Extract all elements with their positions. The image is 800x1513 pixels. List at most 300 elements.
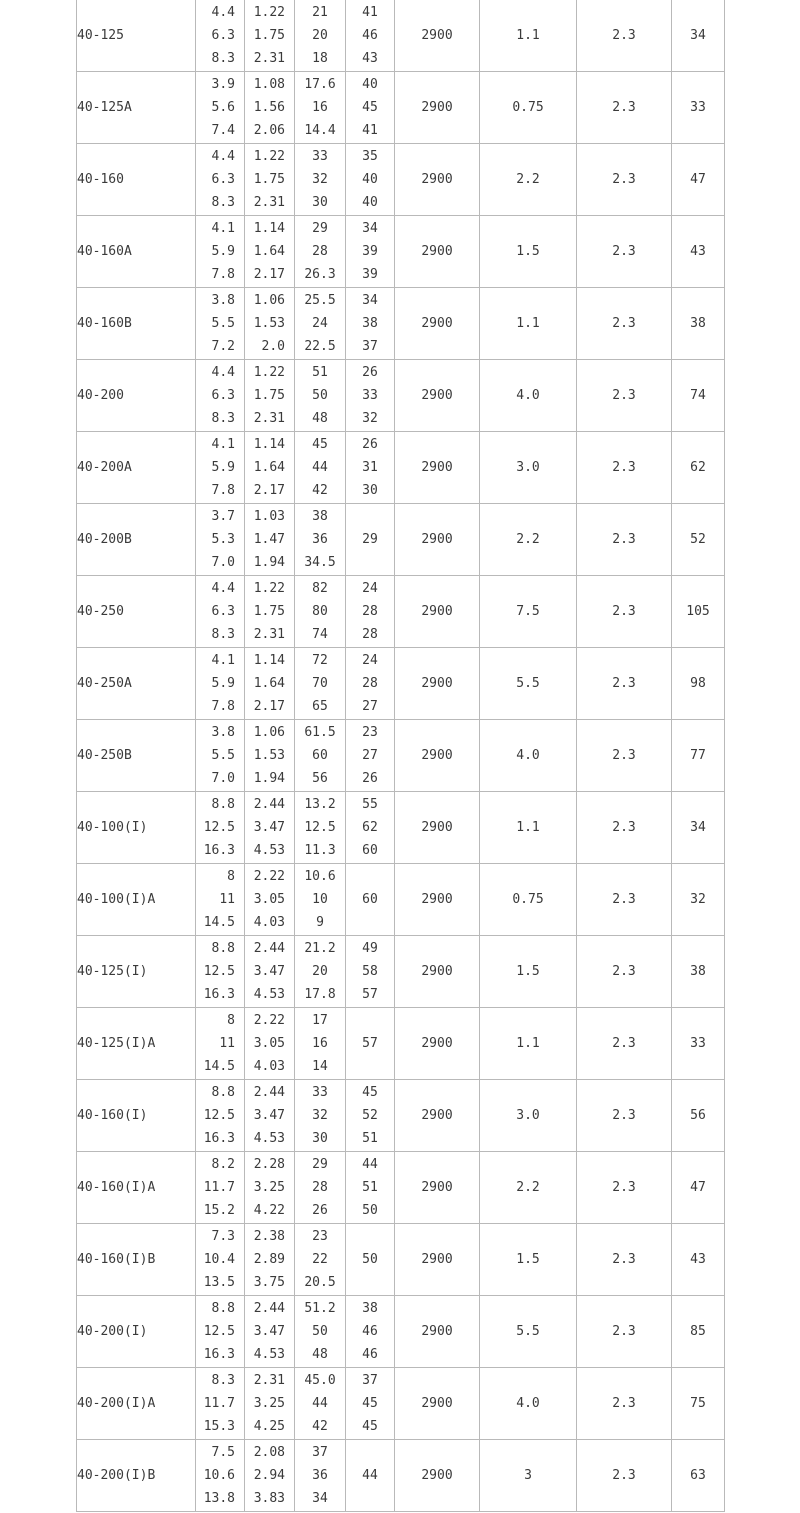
speed-cell: 2900 — [395, 432, 480, 504]
table-row — [77, 288, 725, 360]
flow-m3h-cell — [196, 792, 245, 864]
weight-cell: 34 — [672, 792, 725, 864]
efficiency-cell — [346, 864, 395, 936]
efficiency-value: 45 — [362, 99, 378, 115]
power-cell: 1.1 — [480, 792, 577, 864]
model-cell: 40-160 — [77, 144, 196, 216]
weight-cell: 62 — [672, 432, 725, 504]
flow-ls-value: 1.14 — [253, 652, 285, 668]
efficiency-value: 40 — [362, 171, 378, 187]
efficiency-value: 57 — [362, 1035, 378, 1051]
flow-m3h-value: 8.3 — [211, 51, 235, 67]
head-value: 24 — [312, 315, 328, 331]
head-cell — [295, 1152, 346, 1224]
speed-cell: 2900 — [395, 1152, 480, 1224]
flow-m3h-cell — [196, 72, 245, 144]
efficiency-value: 40 — [362, 76, 378, 92]
flow-ls-value: 2.94 — [253, 1467, 285, 1483]
flow-ls-value: 3.25 — [253, 1395, 285, 1411]
flow-m3h-value: 6.3 — [211, 171, 235, 187]
efficiency-value: 28 — [362, 675, 378, 691]
head-cell — [295, 576, 346, 648]
weight-cell: 33 — [672, 72, 725, 144]
efficiency-cell — [346, 1152, 395, 1224]
head-cell — [295, 792, 346, 864]
flow-ls-value: 4.53 — [253, 1131, 285, 1147]
flow-m3h-value: 8.8 — [211, 1084, 235, 1100]
head-cell — [295, 72, 346, 144]
efficiency-value: 32 — [362, 411, 378, 427]
head-cell — [295, 648, 346, 720]
head-value: 74 — [312, 627, 328, 643]
weight-cell: 74 — [672, 360, 725, 432]
npsh-cell: 2.3 — [577, 0, 672, 72]
speed-cell: 2900 — [395, 864, 480, 936]
flow-m3h-value: 8 — [227, 1012, 235, 1028]
flow-m3h-cell — [196, 144, 245, 216]
efficiency-cell — [346, 288, 395, 360]
flow-ls-cell — [245, 1368, 295, 1440]
efficiency-value: 24 — [362, 652, 378, 668]
model-cell: 40-250A — [77, 648, 196, 720]
efficiency-value: 60 — [362, 843, 378, 859]
power-cell: 2.2 — [480, 504, 577, 576]
head-value: 42 — [312, 1419, 328, 1435]
flow-ls-cell — [245, 792, 295, 864]
head-cell — [295, 504, 346, 576]
flow-m3h-value: 8 — [227, 868, 235, 884]
head-value: 29 — [312, 220, 328, 236]
power-cell: 1.1 — [480, 1008, 577, 1080]
efficiency-value: 50 — [362, 1251, 378, 1267]
power-cell: 1.5 — [480, 1224, 577, 1296]
efficiency-value: 30 — [362, 483, 378, 499]
head-value: 70 — [312, 675, 328, 691]
flow-ls-value: 2.08 — [253, 1444, 285, 1460]
flow-m3h-value: 11 — [219, 891, 235, 907]
flow-m3h-cell — [196, 432, 245, 504]
head-value: 45.0 — [304, 1372, 336, 1388]
head-cell — [295, 1368, 346, 1440]
flow-m3h-value: 5.9 — [211, 675, 235, 691]
head-cell — [295, 1440, 346, 1512]
weight-cell: 33 — [672, 1008, 725, 1080]
model-cell: 40-160(I)B — [77, 1224, 196, 1296]
npsh-cell: 2.3 — [577, 720, 672, 792]
head-cell — [295, 288, 346, 360]
flow-m3h-value: 11 — [219, 1035, 235, 1051]
weight-cell: 77 — [672, 720, 725, 792]
flow-m3h-value: 8.3 — [211, 627, 235, 643]
head-cell — [295, 216, 346, 288]
flow-m3h-value: 16.3 — [203, 843, 235, 859]
head-value: 22 — [312, 1251, 328, 1267]
flow-ls-value: 2.22 — [253, 1012, 285, 1028]
efficiency-value: 45 — [362, 1419, 378, 1435]
model-cell: 40-200B — [77, 504, 196, 576]
flow-ls-value: 2.17 — [253, 699, 285, 715]
head-value: 50 — [312, 387, 328, 403]
head-value: 50 — [312, 1323, 328, 1339]
flow-m3h-value: 7.8 — [211, 699, 235, 715]
flow-m3h-value: 7.3 — [211, 1228, 235, 1244]
flow-ls-value: 1.53 — [253, 315, 285, 331]
efficiency-value: 33 — [362, 387, 378, 403]
flow-m3h-cell — [196, 576, 245, 648]
flow-m3h-cell — [196, 864, 245, 936]
flow-ls-cell — [245, 720, 295, 792]
flow-ls-value: 4.25 — [253, 1419, 285, 1435]
efficiency-value: 37 — [362, 1372, 378, 1388]
flow-ls-cell — [245, 288, 295, 360]
head-value: 18 — [312, 51, 328, 67]
npsh-cell: 2.3 — [577, 72, 672, 144]
power-cell: 7.5 — [480, 576, 577, 648]
head-cell — [295, 0, 346, 72]
head-value: 61.5 — [304, 724, 336, 740]
flow-m3h-value: 8.8 — [211, 796, 235, 812]
efficiency-value: 46 — [362, 27, 378, 43]
model-cell: 40-160A — [77, 216, 196, 288]
flow-m3h-value: 12.5 — [203, 1323, 235, 1339]
power-cell: 4.0 — [480, 360, 577, 432]
efficiency-value: 26 — [362, 364, 378, 380]
power-cell: 2.2 — [480, 1152, 577, 1224]
flow-m3h-cell — [196, 1368, 245, 1440]
efficiency-value: 31 — [362, 459, 378, 475]
head-value: 33 — [312, 1084, 328, 1100]
flow-ls-value: 2.31 — [253, 195, 285, 211]
flow-m3h-value: 10.4 — [203, 1251, 235, 1267]
flow-ls-value: 4.53 — [253, 1347, 285, 1363]
efficiency-cell — [346, 1440, 395, 1512]
efficiency-value: 55 — [362, 796, 378, 812]
table-row — [77, 72, 725, 144]
flow-ls-value: 2.31 — [253, 411, 285, 427]
flow-ls-cell — [245, 864, 295, 936]
flow-m3h-cell — [196, 216, 245, 288]
head-value: 48 — [312, 411, 328, 427]
flow-m3h-value: 15.3 — [203, 1419, 235, 1435]
speed-cell: 2900 — [395, 216, 480, 288]
head-value: 17.8 — [304, 987, 336, 1003]
npsh-cell: 2.3 — [577, 504, 672, 576]
flow-ls-value: 2.28 — [253, 1156, 285, 1172]
flow-m3h-value: 8.2 — [211, 1156, 235, 1172]
model-cell: 40-125(I) — [77, 936, 196, 1008]
flow-m3h-value: 6.3 — [211, 387, 235, 403]
efficiency-cell — [346, 576, 395, 648]
efficiency-cell — [346, 648, 395, 720]
efficiency-value: 52 — [362, 1107, 378, 1123]
efficiency-value: 51 — [362, 1131, 378, 1147]
flow-ls-cell — [245, 1224, 295, 1296]
head-cell — [295, 1080, 346, 1152]
table-row — [77, 936, 725, 1008]
table-row — [77, 1368, 725, 1440]
head-value: 10 — [312, 891, 328, 907]
flow-m3h-cell — [196, 1440, 245, 1512]
efficiency-value: 41 — [362, 4, 378, 20]
weight-cell: 85 — [672, 1296, 725, 1368]
table-row — [77, 792, 725, 864]
efficiency-value: 62 — [362, 819, 378, 835]
weight-cell: 43 — [672, 1224, 725, 1296]
efficiency-value: 35 — [362, 148, 378, 164]
flow-m3h-value: 7.4 — [211, 123, 235, 139]
efficiency-value: 27 — [362, 747, 378, 763]
flow-m3h-value: 4.4 — [211, 364, 235, 380]
flow-ls-value: 4.03 — [253, 915, 285, 931]
head-value: 36 — [312, 531, 328, 547]
flow-ls-cell — [245, 504, 295, 576]
efficiency-value: 26 — [362, 436, 378, 452]
efficiency-cell — [346, 1080, 395, 1152]
flow-m3h-value: 13.5 — [203, 1275, 235, 1291]
head-value: 34.5 — [304, 555, 336, 571]
model-cell: 40-200(I)A — [77, 1368, 196, 1440]
flow-ls-value: 1.06 — [253, 292, 285, 308]
head-cell — [295, 1296, 346, 1368]
npsh-cell: 2.3 — [577, 216, 672, 288]
flow-ls-value: 1.08 — [253, 76, 285, 92]
table-row — [77, 1296, 725, 1368]
efficiency-cell — [346, 432, 395, 504]
npsh-cell: 2.3 — [577, 1440, 672, 1512]
weight-cell: 47 — [672, 144, 725, 216]
speed-cell: 2900 — [395, 360, 480, 432]
model-cell: 40-200(I) — [77, 1296, 196, 1368]
flow-m3h-value: 7.5 — [211, 1444, 235, 1460]
flow-ls-value: 1.56 — [253, 99, 285, 115]
flow-ls-cell — [245, 216, 295, 288]
head-value: 10.6 — [304, 868, 336, 884]
weight-cell: 34 — [672, 0, 725, 72]
npsh-cell: 2.3 — [577, 576, 672, 648]
flow-m3h-value: 4.1 — [211, 436, 235, 452]
efficiency-cell — [346, 0, 395, 72]
weight-cell: 98 — [672, 648, 725, 720]
flow-ls-value: 2.06 — [253, 123, 285, 139]
flow-ls-value: 1.22 — [253, 364, 285, 380]
table-row — [77, 576, 725, 648]
npsh-cell: 2.3 — [577, 1008, 672, 1080]
model-cell: 40-160(I)A — [77, 1152, 196, 1224]
power-cell: 3.0 — [480, 1080, 577, 1152]
model-cell: 40-160(I) — [77, 1080, 196, 1152]
efficiency-value: 27 — [362, 699, 378, 715]
flow-ls-cell — [245, 1152, 295, 1224]
flow-ls-value: 1.22 — [253, 4, 285, 20]
head-value: 21 — [312, 4, 328, 20]
head-value: 11.3 — [304, 843, 336, 859]
head-value: 44 — [312, 1395, 328, 1411]
flow-ls-value: 1.75 — [253, 603, 285, 619]
pump-spec-table — [76, 0, 725, 1512]
power-cell: 1.1 — [480, 0, 577, 72]
head-value: 42 — [312, 483, 328, 499]
npsh-cell: 2.3 — [577, 1080, 672, 1152]
flow-m3h-value: 8.3 — [211, 411, 235, 427]
flow-m3h-value: 6.3 — [211, 603, 235, 619]
flow-ls-value: 1.06 — [253, 724, 285, 740]
flow-m3h-value: 13.8 — [203, 1491, 235, 1507]
head-value: 16 — [312, 1035, 328, 1051]
efficiency-cell — [346, 360, 395, 432]
power-cell: 3 — [480, 1440, 577, 1512]
flow-ls-value: 2.89 — [253, 1251, 285, 1267]
head-value: 30 — [312, 195, 328, 211]
flow-ls-value: 2.22 — [253, 868, 285, 884]
flow-ls-cell — [245, 936, 295, 1008]
head-value: 21.2 — [304, 940, 336, 956]
speed-cell: 2900 — [395, 1440, 480, 1512]
power-cell: 4.0 — [480, 720, 577, 792]
efficiency-value: 39 — [362, 267, 378, 283]
flow-m3h-cell — [196, 648, 245, 720]
table-row — [77, 648, 725, 720]
flow-ls-value: 1.64 — [253, 243, 285, 259]
flow-ls-value: 2.44 — [253, 940, 285, 956]
table-row — [77, 864, 725, 936]
head-value: 56 — [312, 771, 328, 787]
npsh-cell: 2.3 — [577, 864, 672, 936]
flow-ls-value: 3.47 — [253, 963, 285, 979]
flow-m3h-value: 10.6 — [203, 1467, 235, 1483]
flow-m3h-cell — [196, 936, 245, 1008]
efficiency-value: 34 — [362, 292, 378, 308]
efficiency-cell — [346, 936, 395, 1008]
efficiency-cell — [346, 1008, 395, 1080]
flow-m3h-value: 8.8 — [211, 1300, 235, 1316]
head-cell — [295, 360, 346, 432]
efficiency-value: 44 — [362, 1156, 378, 1172]
flow-m3h-cell — [196, 1224, 245, 1296]
efficiency-value: 41 — [362, 123, 378, 139]
table-row — [77, 1440, 725, 1512]
flow-m3h-value: 4.1 — [211, 220, 235, 236]
efficiency-cell — [346, 1368, 395, 1440]
power-cell: 2.2 — [480, 144, 577, 216]
flow-m3h-value: 14.5 — [203, 1059, 235, 1075]
npsh-cell: 2.3 — [577, 432, 672, 504]
head-value: 33 — [312, 148, 328, 164]
speed-cell: 2900 — [395, 0, 480, 72]
head-value: 22.5 — [304, 339, 336, 355]
flow-m3h-value: 11.7 — [203, 1179, 235, 1195]
head-value: 32 — [312, 1107, 328, 1123]
speed-cell: 2900 — [395, 144, 480, 216]
efficiency-value: 43 — [362, 51, 378, 67]
efficiency-value: 45 — [362, 1395, 378, 1411]
flow-m3h-cell — [196, 504, 245, 576]
flow-m3h-value: 7.8 — [211, 267, 235, 283]
weight-cell: 43 — [672, 216, 725, 288]
flow-m3h-value: 4.4 — [211, 580, 235, 596]
efficiency-value: 44 — [362, 1467, 378, 1483]
flow-ls-value: 3.25 — [253, 1179, 285, 1195]
head-value: 28 — [312, 243, 328, 259]
flow-ls-cell — [245, 72, 295, 144]
efficiency-cell — [346, 1296, 395, 1368]
model-cell: 40-200(I)B — [77, 1440, 196, 1512]
table-row — [77, 1008, 725, 1080]
model-cell: 40-125A — [77, 72, 196, 144]
head-value: 80 — [312, 603, 328, 619]
weight-cell: 105 — [672, 576, 725, 648]
speed-cell: 2900 — [395, 504, 480, 576]
head-value: 16 — [312, 99, 328, 115]
flow-ls-value: 1.75 — [253, 387, 285, 403]
efficiency-value: 24 — [362, 580, 378, 596]
flow-ls-cell — [245, 0, 295, 72]
head-value: 29 — [312, 1156, 328, 1172]
efficiency-value: 46 — [362, 1347, 378, 1363]
head-value: 26.3 — [304, 267, 336, 283]
npsh-cell: 2.3 — [577, 1368, 672, 1440]
spec-table-body — [77, 0, 725, 1512]
npsh-cell: 2.3 — [577, 144, 672, 216]
flow-m3h-value: 6.3 — [211, 27, 235, 43]
flow-m3h-value: 7.2 — [211, 339, 235, 355]
head-value: 34 — [312, 1491, 328, 1507]
head-cell — [295, 864, 346, 936]
flow-ls-value: 3.83 — [253, 1491, 285, 1507]
speed-cell: 2900 — [395, 720, 480, 792]
efficiency-value: 40 — [362, 195, 378, 211]
head-value: 48 — [312, 1347, 328, 1363]
flow-m3h-value: 12.5 — [203, 963, 235, 979]
efficiency-value: 49 — [362, 940, 378, 956]
flow-m3h-cell — [196, 288, 245, 360]
flow-ls-value: 2.38 — [253, 1228, 285, 1244]
model-cell: 40-200A — [77, 432, 196, 504]
table-row — [77, 144, 725, 216]
head-value: 60 — [312, 747, 328, 763]
flow-ls-value: 2.44 — [253, 1084, 285, 1100]
speed-cell: 2900 — [395, 1296, 480, 1368]
flow-m3h-value: 5.6 — [211, 99, 235, 115]
model-cell: 40-125 — [77, 0, 196, 72]
flow-ls-cell — [245, 1296, 295, 1368]
weight-cell: 38 — [672, 936, 725, 1008]
head-value: 14 — [312, 1059, 328, 1075]
flow-ls-value: 1.94 — [253, 771, 285, 787]
weight-cell: 52 — [672, 504, 725, 576]
efficiency-cell — [346, 720, 395, 792]
speed-cell: 2900 — [395, 72, 480, 144]
flow-ls-cell — [245, 360, 295, 432]
flow-m3h-value: 4.4 — [211, 4, 235, 20]
flow-ls-value: 3.75 — [253, 1275, 285, 1291]
weight-cell: 32 — [672, 864, 725, 936]
head-value: 65 — [312, 699, 328, 715]
head-value: 38 — [312, 508, 328, 524]
efficiency-value: 39 — [362, 243, 378, 259]
head-value: 20.5 — [304, 1275, 336, 1291]
head-value: 17.6 — [304, 76, 336, 92]
flow-ls-cell — [245, 432, 295, 504]
model-cell: 40-250 — [77, 576, 196, 648]
weight-cell: 38 — [672, 288, 725, 360]
head-value: 36 — [312, 1467, 328, 1483]
table-row — [77, 1224, 725, 1296]
flow-ls-value: 3.47 — [253, 1107, 285, 1123]
efficiency-value: 58 — [362, 963, 378, 979]
power-cell: 3.0 — [480, 432, 577, 504]
weight-cell: 75 — [672, 1368, 725, 1440]
flow-m3h-value: 8.3 — [211, 195, 235, 211]
